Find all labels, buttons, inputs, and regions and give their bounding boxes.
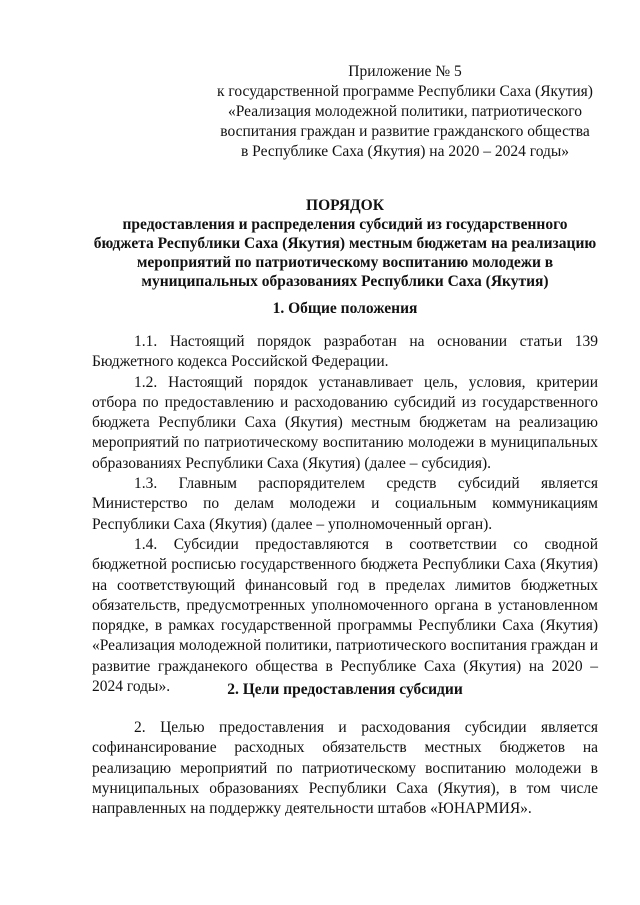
section-2-body [92, 718, 598, 819]
section-1-heading: 1. Общие положения [272, 300, 418, 317]
title-line: бюджета Республики Саха (Якутия) местным бюджетам на реализацию [93, 235, 597, 252]
section-2-heading: 2. Цели предоставления субсидии [227, 681, 463, 698]
appendix-note [210, 62, 600, 162]
title-line: предоставления и распределения субсидий из государственного [122, 216, 568, 233]
paragraph: 1.4. Субсидии предоставляются в соответствии со сводной бюджетной росписью государственного бюджета Республики Саха (Якутия) на соответствующий финансовый год в пределах лимитов бюджетных обязательств, предусмотренных уполномоченного органа в установленном порядке, в рамках государственной программы Республики Саха (Якутия) «Реализация молодежной политики, патриотического воспитания граждан и развитие гражданекого общества в Республике Саха (Якутия) на 2020 – 2024 годы». [92, 535, 598, 696]
title-line: муниципальных образованиях Республики Саха (Якутия) [141, 273, 549, 290]
appendix-line: Приложение № 5 [348, 63, 462, 80]
appendix-line: «Реализация молодежной политики, патриотического [227, 103, 583, 120]
document-title [92, 196, 598, 291]
appendix-line: к государственной программе Республики Саха (Якутия) [217, 83, 593, 100]
section-1-body [92, 332, 598, 697]
title-line: мероприятий по патриотическому воспитанию молодежи в [136, 254, 554, 271]
appendix-line: воспитания граждан и развитие гражданского общества [220, 123, 590, 140]
paragraph: 1.3. Главным распорядителем средств субсидий является Министерство по делам молодежи и социальным коммуникациям Республики Саха (Якутия) (далее – уполномоченный орган). [92, 475, 598, 533]
paragraph: 1.2. Настоящий порядок устанавливает цель, условия, критерии отбора по предоставлению и расходованию субсидий из государственного бюджета Республики Саха (Якутия) местным бюджетам на реализацию мероприятий по патриотическому воспитанию молодежи в муниципальных образованиях Республики Саха (Якутия) (далее – субсидия). [92, 373, 598, 472]
paragraph: 2. Целью предоставления и расходования субсидии является софинансирование расходных обязательств местных бюджетов на реализацию мероприятий по патриотическому воспитанию молодежи в муниципальных образованиях Республики Саха (Якутия), в том числе направленных на поддержку деятельности штабов «ЮНАРМИЯ». [92, 719, 598, 818]
appendix-line: в Республике Саха (Якутия) на 2020 – 2024 годы» [240, 143, 570, 160]
paragraph: 1.1. Настоящий порядок разработан на основании статьи 139 Бюджетного кодекса Российской Федерации. [92, 333, 598, 371]
title-line: ПОРЯДОК [306, 197, 384, 214]
